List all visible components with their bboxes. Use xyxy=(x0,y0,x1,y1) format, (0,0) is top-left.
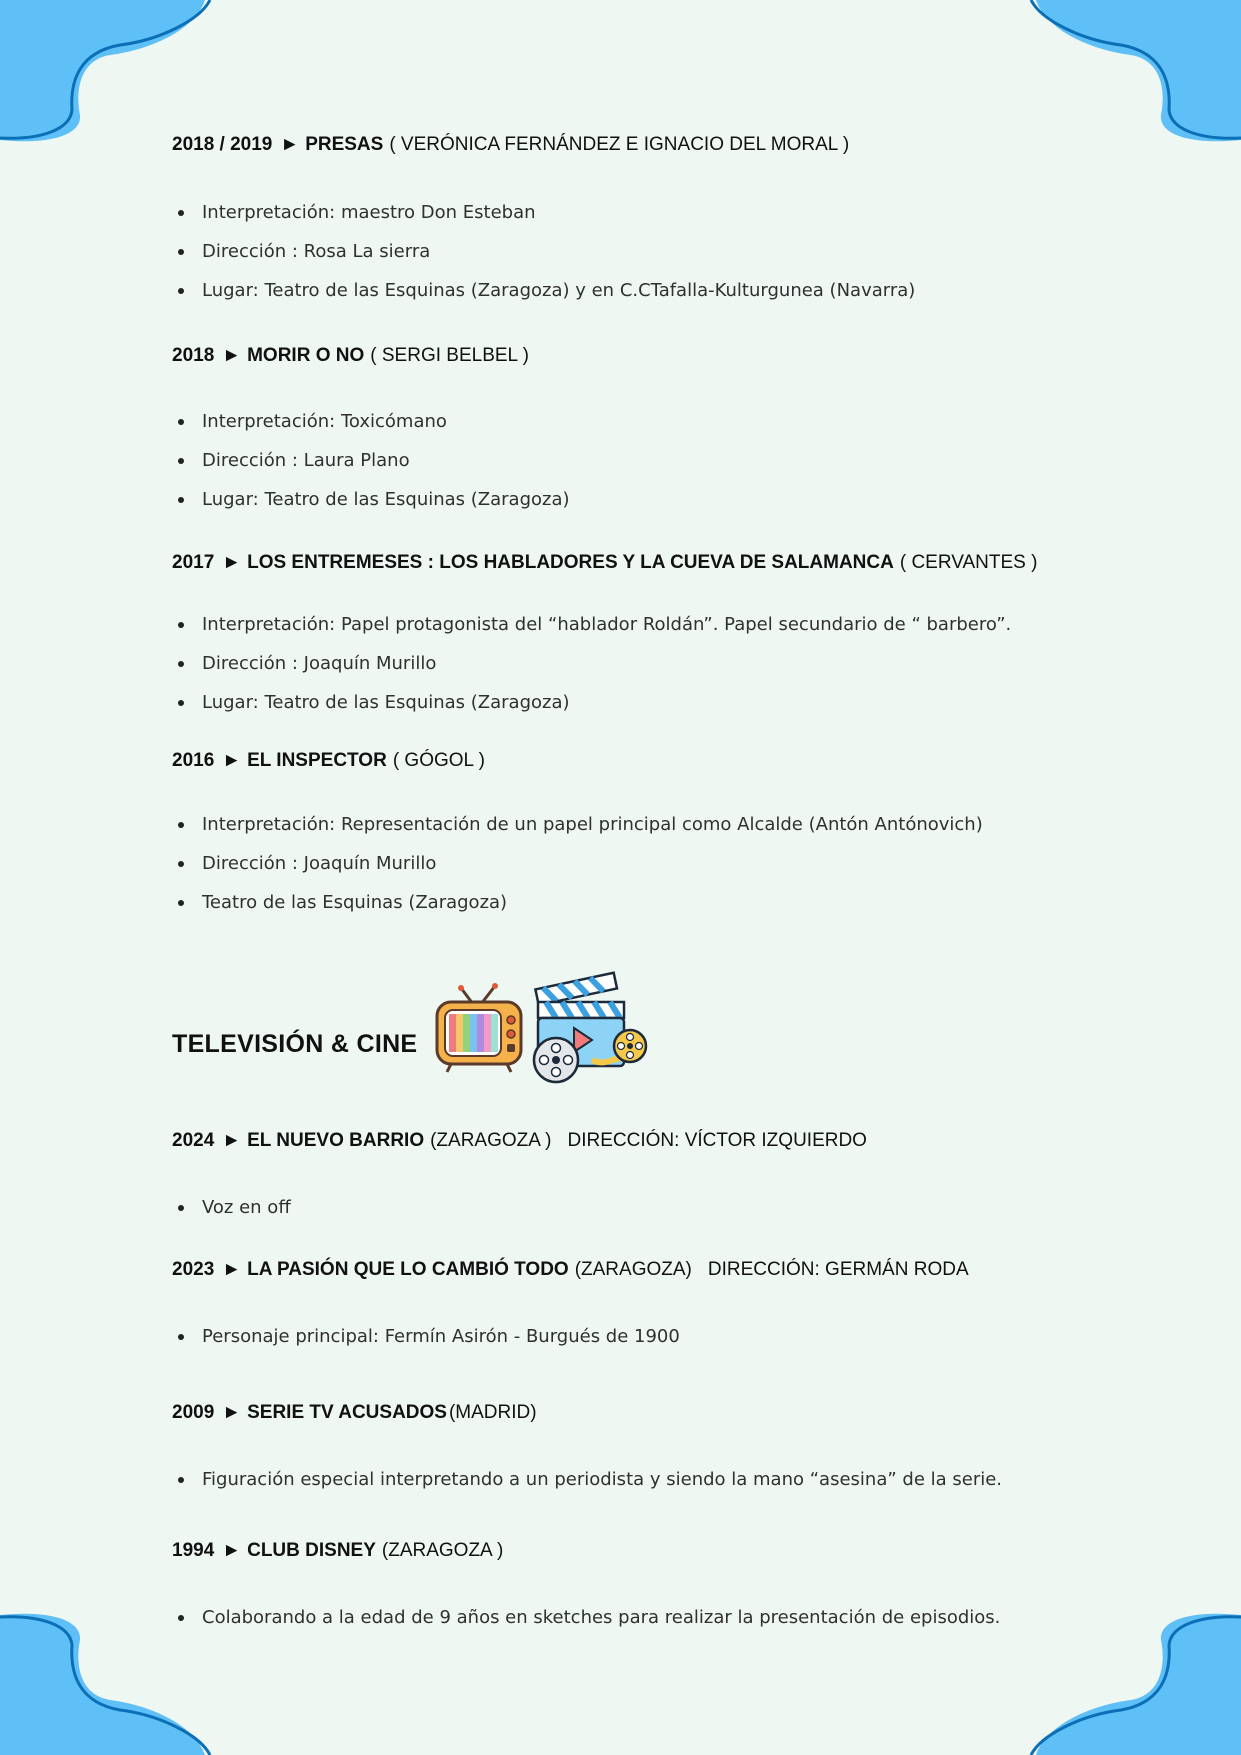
list-item: Lugar: Teatro de las Esquinas (Zaragoza) xyxy=(172,683,1011,722)
list-item: Interpretación: Toxicómano xyxy=(172,402,570,441)
entry-detail: ( SERGI BELBEL ) xyxy=(370,345,530,366)
entry-year: 2016 xyxy=(172,750,215,771)
list-item: Dirección : Joaquín Murillo xyxy=(172,644,1011,683)
entry-year: 1994 xyxy=(172,1540,215,1561)
list-item: Dirección : Joaquín Murillo xyxy=(172,844,983,883)
arrow-icon: ► xyxy=(222,1259,242,1280)
entry-heading xyxy=(172,1540,503,1562)
arrow-icon: ► xyxy=(222,1402,242,1423)
list-item: Interpretación: Representación de un papel principal como Alcalde (Antón Antónovich) xyxy=(172,805,983,844)
entry-year: 2024 xyxy=(172,1130,215,1151)
entry-detail: ( CERVANTES ) xyxy=(899,552,1038,573)
list-item: Colaborando a la edad de 9 años en sketches para realizar la presentación de episodios. xyxy=(172,1598,1000,1637)
entry-title: MORIR O NO xyxy=(247,345,365,366)
entry-heading xyxy=(172,1402,537,1424)
entry-detail: ( GÓGOL ) xyxy=(392,750,486,771)
entry-heading xyxy=(172,750,485,772)
entry-heading xyxy=(172,552,1037,574)
retro-tv-icon xyxy=(433,982,525,1074)
arrow-icon: ► xyxy=(222,345,242,366)
list-item: Dirección : Rosa La sierra xyxy=(172,232,915,271)
entry-bullet-list xyxy=(172,193,915,310)
entry-title: LA PASIÓN QUE LO CAMBIÓ TODO xyxy=(247,1259,569,1280)
entry-bullet-list xyxy=(172,402,570,519)
entry-year: 2009 xyxy=(172,1402,215,1423)
entry-bullet-list xyxy=(172,605,1011,722)
entry-title: EL INSPECTOR xyxy=(247,750,387,771)
entry-title: LOS ENTREMESES : LOS HABLADORES Y LA CUEVA DE SALAMANCA xyxy=(247,552,894,573)
entry-detail: ( VERÓNICA FERNÁNDEZ E IGNACIO DEL MORAL ) xyxy=(389,134,850,155)
arrow-icon: ► xyxy=(280,134,300,155)
list-item: Personaje principal: Fermín Asirón - Burgués de 1900 xyxy=(172,1317,680,1356)
section-title: TELEVISIÓN & CINE xyxy=(172,1030,418,1058)
entry-heading xyxy=(172,1259,969,1281)
entry-bullet-list xyxy=(172,1188,291,1227)
entry-year: 2018 / 2019 xyxy=(172,134,273,155)
entry-title: SERIE TV ACUSADOS xyxy=(247,1402,447,1423)
entry-bullet-list xyxy=(172,1317,680,1356)
list-item: Voz en off xyxy=(172,1188,291,1227)
entry-bullet-list xyxy=(172,1460,1002,1499)
corner-blob-bottom-right xyxy=(1021,1595,1241,1755)
list-item: Interpretación: Papel protagonista del “hablador Roldán”. Papel secundario de “ barbero”. xyxy=(172,605,1011,644)
entry-year: 2018 xyxy=(172,345,215,366)
list-item: Dirección : Laura Plano xyxy=(172,441,570,480)
entry-year: 2023 xyxy=(172,1259,215,1280)
entry-year: 2017 xyxy=(172,552,215,573)
arrow-icon: ► xyxy=(222,1130,242,1151)
entry-heading xyxy=(172,1130,867,1152)
entry-detail: (ZARAGOZA ) xyxy=(430,1130,552,1151)
entry-bullet-list xyxy=(172,1598,1000,1637)
entry-bullet-list xyxy=(172,805,983,922)
list-item: Lugar: Teatro de las Esquinas (Zaragoza) y en C.CTafalla-Kulturgunea (Navarra) xyxy=(172,271,915,310)
entry-heading xyxy=(172,345,529,367)
list-item: Lugar: Teatro de las Esquinas (Zaragoza) xyxy=(172,480,570,519)
arrow-icon: ► xyxy=(222,552,242,573)
entry-title: EL NUEVO BARRIO xyxy=(247,1130,425,1151)
film-clapperboard-icon xyxy=(532,968,650,1084)
arrow-icon: ► xyxy=(222,1540,242,1561)
corner-blob-top-right xyxy=(1021,0,1241,160)
entry-detail: (ZARAGOZA) xyxy=(574,1259,692,1280)
list-item: Interpretación: maestro Don Esteban xyxy=(172,193,915,232)
entry-direction: DIRECCIÓN: VÍCTOR IZQUIERDO xyxy=(567,1130,867,1151)
list-item: Teatro de las Esquinas (Zaragoza) xyxy=(172,883,983,922)
arrow-icon: ► xyxy=(222,750,242,771)
entry-detail: (MADRID) xyxy=(448,1402,537,1423)
list-item: Figuración especial interpretando a un periodista y siendo la mano “asesina” de la serie. xyxy=(172,1460,1002,1499)
entry-title: CLUB DISNEY xyxy=(247,1540,376,1561)
entry-title: PRESAS xyxy=(305,134,384,155)
entry-heading xyxy=(172,134,849,156)
entry-direction: DIRECCIÓN: GERMÁN RODA xyxy=(707,1259,969,1280)
entry-detail: (ZARAGOZA ) xyxy=(381,1540,504,1561)
